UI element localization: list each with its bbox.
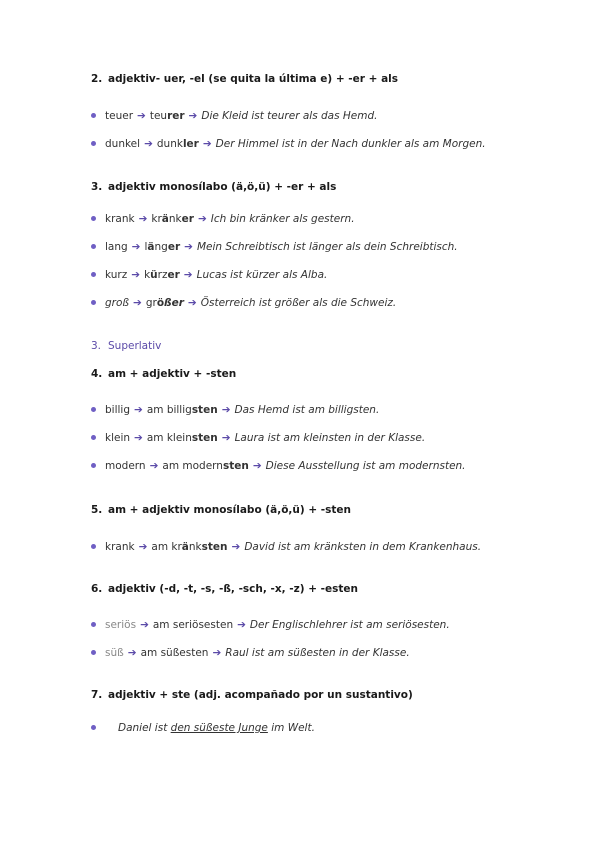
arrow-icon: ➔	[221, 404, 231, 416]
arrow-icon: ➔	[149, 460, 159, 472]
list-item	[91, 110, 378, 122]
comparative-part: gr	[145, 297, 157, 309]
comparative-part: nk	[168, 213, 182, 225]
section-number: 7.	[91, 689, 103, 701]
arrow-icon: ➔	[133, 297, 142, 309]
bullet-icon	[91, 622, 96, 627]
arrow-icon: ➔	[127, 647, 137, 659]
section-5-heading	[91, 504, 351, 516]
example-sentence: Mein Schreibtisch ist länger als dein Schreibtisch.	[196, 241, 458, 253]
superlative-stem: am billig	[146, 404, 192, 416]
bullet-icon	[91, 407, 96, 412]
section-title: am + adjektiv monosílabo (ä,ö,ü) + -sten	[108, 504, 352, 516]
section-number: 3.	[91, 340, 102, 352]
example-sentence: Österreich ist größer als die Schweiz.	[200, 297, 397, 309]
comparative-ending: er	[167, 269, 180, 281]
base-adjective: krank	[105, 213, 135, 225]
list-item	[91, 138, 486, 150]
comparative-part: ß	[164, 297, 172, 309]
section-number: 3.	[91, 181, 103, 193]
arrow-icon: ➔	[184, 241, 193, 253]
bullet-icon	[91, 113, 96, 118]
example-sentence: Die Kleid ist teurer als das Hemd.	[201, 110, 378, 122]
base-adjective: seriös	[105, 619, 137, 631]
bullet-icon	[91, 300, 96, 305]
arrow-icon: ➔	[252, 460, 262, 472]
superlative-ending: sten	[201, 541, 228, 553]
superlative-stem: am modern	[162, 460, 223, 472]
umlaut-vowel: ä	[161, 213, 169, 225]
example-sentence: Lucas ist kürzer als Alba.	[196, 269, 328, 281]
base-adjective: klein	[105, 432, 131, 444]
superlative-part: am kr	[151, 541, 182, 553]
comparative-ending: rer	[167, 110, 185, 122]
list-item	[91, 460, 466, 472]
superlativ-heading	[91, 340, 161, 352]
base-adjective: krank	[105, 541, 135, 553]
arrow-icon: ➔	[138, 213, 148, 225]
bullet-icon	[91, 272, 96, 277]
bullet-icon	[91, 141, 96, 146]
arrow-icon: ➔	[231, 541, 241, 553]
arrow-icon: ➔	[134, 432, 143, 444]
example-highlight: den süßeste Junge	[170, 722, 268, 734]
bullet-icon	[91, 244, 96, 249]
umlaut-vowel: ä	[181, 541, 189, 553]
list-item	[91, 241, 458, 253]
example-sentence: Diese Ausstellung ist am modernsten.	[265, 460, 466, 472]
example-sentence-start: Daniel ist	[118, 722, 171, 734]
bullet-icon	[91, 216, 96, 221]
bullet-icon	[91, 650, 96, 655]
superlative-stem: am klein	[146, 432, 192, 444]
section-title: adjektiv + ste (adj. acompañado por un sustantivo)	[108, 689, 413, 701]
comparative-ending: er	[171, 297, 184, 309]
comparative-part: kr	[151, 213, 162, 225]
arrow-icon: ➔	[188, 110, 198, 122]
example-sentence-end: im Welt.	[267, 722, 315, 734]
section-title: adjektiv- uer, -el (se quita la última e) + -er + als	[108, 73, 399, 85]
list-item	[91, 541, 481, 553]
example-sentence: Der Englischlehrer ist am seriösesten.	[249, 619, 450, 631]
superlative-part: nk	[188, 541, 202, 553]
list-item	[91, 297, 396, 309]
section-title: adjektiv monosílabo (ä,ö,ü) + -er + als	[108, 181, 337, 193]
section-title: adjektiv (-d, -t, -s, -ß, -sch, -x, -z) + -esten	[108, 583, 359, 595]
list-item	[91, 269, 327, 281]
arrow-icon: ➔	[202, 138, 212, 150]
comparative-ending: er	[167, 241, 181, 253]
superlative-ending: sten	[222, 460, 249, 472]
example-sentence: Das Hemd ist am billigsten.	[234, 404, 380, 416]
list-item	[91, 722, 315, 734]
arrow-icon: ➔	[187, 297, 197, 309]
base-adjective: groß	[105, 297, 130, 309]
section-4-heading	[91, 368, 236, 380]
arrow-icon: ➔	[212, 647, 222, 659]
base-adjective: süß	[105, 647, 124, 659]
list-item	[91, 404, 379, 416]
bullet-icon	[91, 435, 96, 440]
arrow-icon: ➔	[221, 432, 231, 444]
comparative-stem: teu	[149, 110, 168, 122]
superlative-form: am seriösesten	[152, 619, 234, 631]
section-number: 2.	[91, 73, 103, 85]
arrow-icon: ➔	[131, 269, 141, 281]
section-number: 4.	[91, 368, 103, 380]
arrow-icon: ➔	[140, 619, 149, 631]
example-sentence: Der Himmel ist in der Nach dunkler als am Morgen.	[215, 138, 486, 150]
arrow-icon: ➔	[134, 404, 143, 416]
arrow-icon: ➔	[137, 110, 146, 122]
arrow-icon: ➔	[144, 138, 153, 150]
section-number: 6.	[91, 583, 103, 595]
umlaut-vowel: ä	[147, 241, 155, 253]
umlaut-vowel: ü	[150, 269, 158, 281]
example-sentence: David ist am kränksten in dem Krankenhaus.	[244, 541, 482, 553]
base-adjective: billig	[105, 404, 130, 416]
list-item	[91, 619, 450, 631]
comparative-part: k	[144, 269, 151, 281]
section-6-heading	[91, 583, 358, 595]
section-7-heading	[91, 689, 413, 701]
base-adjective: teuer	[105, 110, 134, 122]
arrow-icon: ➔	[131, 241, 141, 253]
comparative-stem: dunk	[156, 138, 183, 150]
comparative-ending: er	[181, 213, 194, 225]
section-title: Superlativ	[108, 340, 162, 352]
arrow-icon: ➔	[183, 269, 193, 281]
comparative-part: ng	[154, 241, 168, 253]
arrow-icon: ➔	[138, 541, 148, 553]
bullet-icon	[91, 544, 96, 549]
example-sentence: Laura ist am kleinsten in der Klasse.	[234, 432, 426, 444]
arrow-icon: ➔	[237, 619, 246, 631]
example-sentence: Raul ist am süßesten in der Klasse.	[225, 647, 410, 659]
base-adjective: dunkel	[105, 138, 141, 150]
base-adjective: lang	[105, 241, 128, 253]
comparative-part: l	[144, 241, 148, 253]
list-item	[91, 432, 425, 444]
superlative-ending: sten	[191, 404, 218, 416]
base-adjective: modern	[105, 460, 146, 472]
section-title: am + adjektiv + -sten	[108, 368, 237, 380]
superlative-ending: sten	[191, 432, 218, 444]
section-3-heading	[91, 181, 336, 193]
list-item	[91, 647, 410, 659]
section-2-heading	[91, 73, 398, 85]
arrow-icon: ➔	[197, 213, 207, 225]
section-number: 5.	[91, 504, 103, 516]
base-adjective: kurz	[105, 269, 128, 281]
example-sentence: Ich bin kränker als gestern.	[210, 213, 355, 225]
comparative-ending: ler	[182, 138, 199, 150]
list-item	[91, 213, 355, 225]
bullet-icon	[91, 463, 96, 468]
bullet-icon	[91, 725, 96, 730]
superlative-form: am süßesten	[140, 647, 209, 659]
umlaut-vowel: ö	[156, 297, 165, 309]
comparative-part: rz	[157, 269, 168, 281]
